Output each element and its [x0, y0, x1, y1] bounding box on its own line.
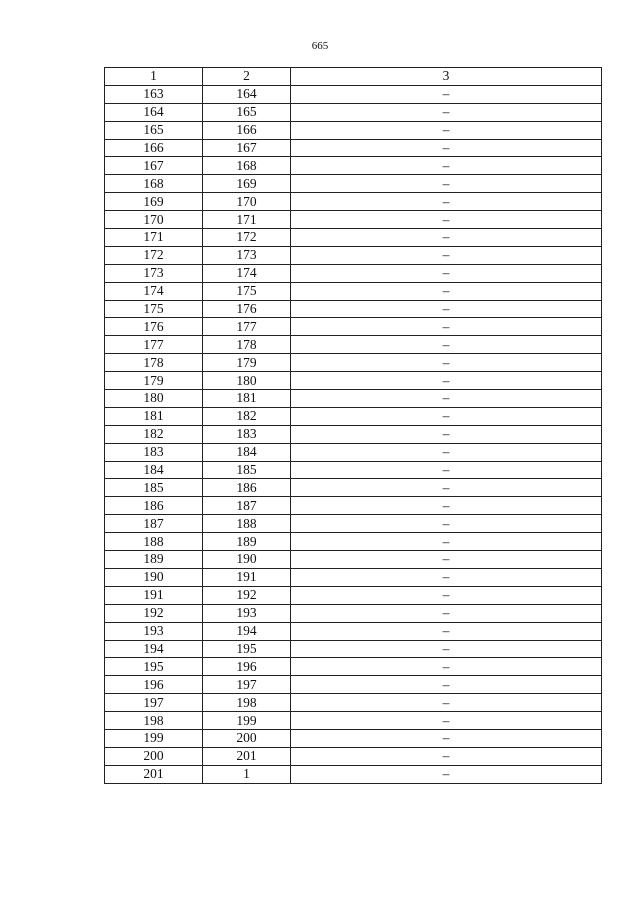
- header-row: [105, 68, 602, 86]
- table-cell-col1: 192: [105, 604, 203, 622]
- column-header-2: 2: [203, 68, 291, 86]
- table-cell-col3: –: [291, 622, 602, 640]
- table-cell-col3: –: [291, 246, 602, 264]
- table-row: [105, 390, 602, 408]
- table-cell-col1: 193: [105, 622, 203, 640]
- table-row: [105, 765, 602, 783]
- table-cell-col1: 184: [105, 461, 203, 479]
- table-cell-col1: 185: [105, 479, 203, 497]
- table-cell-col1: 177: [105, 336, 203, 354]
- table-cell-col1: 198: [105, 712, 203, 730]
- table-cell-col3: –: [291, 479, 602, 497]
- table-cell-col1: 181: [105, 407, 203, 425]
- table-row: [105, 694, 602, 712]
- table-cell-col1: 197: [105, 694, 203, 712]
- table-cell-col2: 189: [203, 533, 291, 551]
- table-cell-col3: –: [291, 729, 602, 747]
- table-cell-col3: –: [291, 461, 602, 479]
- table-cell-col3: –: [291, 640, 602, 658]
- table-cell-col2: 200: [203, 729, 291, 747]
- table-cell-col3: –: [291, 229, 602, 247]
- table-cell-col1: 164: [105, 103, 203, 121]
- table-cell-col3: –: [291, 175, 602, 193]
- table-row: [105, 193, 602, 211]
- table-cell-col1: 182: [105, 425, 203, 443]
- table-row: [105, 515, 602, 533]
- table-cell-col2: 177: [203, 318, 291, 336]
- table-cell-col1: 169: [105, 193, 203, 211]
- table-cell-col1: 196: [105, 676, 203, 694]
- table-cell-col3: –: [291, 390, 602, 408]
- table-cell-col2: 183: [203, 425, 291, 443]
- table-row: [105, 354, 602, 372]
- table-cell-col3: –: [291, 533, 602, 551]
- table-row: [105, 425, 602, 443]
- table-cell-col2: 198: [203, 694, 291, 712]
- table-cell-col3: –: [291, 354, 602, 372]
- table-row: [105, 211, 602, 229]
- table-cell-col2: 187: [203, 497, 291, 515]
- table-row: [105, 318, 602, 336]
- table-cell-col2: 196: [203, 658, 291, 676]
- table-row: [105, 640, 602, 658]
- table-cell-col2: 173: [203, 246, 291, 264]
- table-row: [105, 103, 602, 121]
- table-row: [105, 461, 602, 479]
- table-cell-col1: 172: [105, 246, 203, 264]
- table-cell-col1: 171: [105, 229, 203, 247]
- table-cell-col2: 195: [203, 640, 291, 658]
- table-cell-col3: –: [291, 425, 602, 443]
- table-cell-col1: 173: [105, 264, 203, 282]
- table-cell-col2: 164: [203, 85, 291, 103]
- table-cell-col3: –: [291, 551, 602, 569]
- table-cell-col1: 194: [105, 640, 203, 658]
- table-cell-col2: 169: [203, 175, 291, 193]
- table-row: [105, 533, 602, 551]
- table-cell-col1: 190: [105, 568, 203, 586]
- table-cell-col3: –: [291, 604, 602, 622]
- table-cell-col3: –: [291, 676, 602, 694]
- table-cell-col2: 181: [203, 390, 291, 408]
- table-cell-col2: 191: [203, 568, 291, 586]
- table-cell-col3: –: [291, 443, 602, 461]
- table-cell-col3: –: [291, 497, 602, 515]
- table-cell-col1: 200: [105, 747, 203, 765]
- table-cell-col3: –: [291, 300, 602, 318]
- table-cell-col2: 193: [203, 604, 291, 622]
- table-row: [105, 443, 602, 461]
- table-cell-col1: 186: [105, 497, 203, 515]
- table-cell-col2: 172: [203, 229, 291, 247]
- column-header-3: 3: [291, 68, 602, 86]
- table-cell-col2: 179: [203, 354, 291, 372]
- table-cell-col1: 183: [105, 443, 203, 461]
- table-cell-col3: –: [291, 658, 602, 676]
- table-row: [105, 336, 602, 354]
- table-cell-col3: –: [291, 694, 602, 712]
- table-row: [105, 282, 602, 300]
- table-row: [105, 407, 602, 425]
- table-row: [105, 676, 602, 694]
- table-cell-col1: 168: [105, 175, 203, 193]
- table-cell-col3: –: [291, 282, 602, 300]
- table-row: [105, 551, 602, 569]
- table-cell-col1: 180: [105, 390, 203, 408]
- table-cell-col2: 185: [203, 461, 291, 479]
- table-cell-col3: –: [291, 121, 602, 139]
- table-row: [105, 568, 602, 586]
- table-cell-col2: 192: [203, 586, 291, 604]
- table-cell-col1: 170: [105, 211, 203, 229]
- table-cell-col2: 180: [203, 372, 291, 390]
- table-row: [105, 586, 602, 604]
- table-cell-col2: 188: [203, 515, 291, 533]
- data-table: [104, 67, 602, 784]
- table-cell-col2: 194: [203, 622, 291, 640]
- table-cell-col1: 191: [105, 586, 203, 604]
- table-cell-col3: –: [291, 712, 602, 730]
- table-row: [105, 139, 602, 157]
- table-cell-col2: 201: [203, 747, 291, 765]
- table-row: [105, 175, 602, 193]
- table-header: [105, 68, 602, 86]
- table-cell-col3: –: [291, 103, 602, 121]
- table-cell-col1: 199: [105, 729, 203, 747]
- table-cell-col3: –: [291, 139, 602, 157]
- table-cell-col3: –: [291, 765, 602, 783]
- table-row: [105, 246, 602, 264]
- table-cell-col2: 197: [203, 676, 291, 694]
- table-cell-col1: 165: [105, 121, 203, 139]
- table-row: [105, 729, 602, 747]
- table-cell-col2: 168: [203, 157, 291, 175]
- table-cell-col2: 182: [203, 407, 291, 425]
- table-cell-col1: 188: [105, 533, 203, 551]
- table-row: [105, 658, 602, 676]
- table-row: [105, 604, 602, 622]
- table-cell-col2: 165: [203, 103, 291, 121]
- table-cell-col1: 176: [105, 318, 203, 336]
- table-cell-col1: 195: [105, 658, 203, 676]
- table-cell-col2: 186: [203, 479, 291, 497]
- table-cell-col3: –: [291, 264, 602, 282]
- table-cell-col3: –: [291, 586, 602, 604]
- table-cell-col3: –: [291, 85, 602, 103]
- table-cell-col2: 171: [203, 211, 291, 229]
- table-cell-col3: –: [291, 211, 602, 229]
- table-row: [105, 747, 602, 765]
- table-cell-col3: –: [291, 372, 602, 390]
- table-row: [105, 157, 602, 175]
- table-cell-col3: –: [291, 336, 602, 354]
- table-row: [105, 712, 602, 730]
- table-cell-col2: 174: [203, 264, 291, 282]
- table-cell-col1: 174: [105, 282, 203, 300]
- table-row: [105, 479, 602, 497]
- table-row: [105, 85, 602, 103]
- table-cell-col3: –: [291, 747, 602, 765]
- table-row: [105, 121, 602, 139]
- table-cell-col1: 189: [105, 551, 203, 569]
- table-cell-col2: 190: [203, 551, 291, 569]
- table-cell-col1: 167: [105, 157, 203, 175]
- table-row: [105, 300, 602, 318]
- table-row: [105, 229, 602, 247]
- table-row: [105, 264, 602, 282]
- table-cell-col3: –: [291, 318, 602, 336]
- table-cell-col2: 175: [203, 282, 291, 300]
- table-cell-col2: 170: [203, 193, 291, 211]
- table-cell-col2: 176: [203, 300, 291, 318]
- table-cell-col2: 199: [203, 712, 291, 730]
- column-header-1: 1: [105, 68, 203, 86]
- table-cell-col3: –: [291, 515, 602, 533]
- table-cell-col1: 187: [105, 515, 203, 533]
- table-cell-col1: 179: [105, 372, 203, 390]
- table-cell-col3: –: [291, 568, 602, 586]
- table-cell-col3: –: [291, 407, 602, 425]
- table-cell-col2: 178: [203, 336, 291, 354]
- table-cell-col1: 166: [105, 139, 203, 157]
- table-cell-col3: –: [291, 157, 602, 175]
- table-cell-col1: 201: [105, 765, 203, 783]
- table-cell-col3: –: [291, 193, 602, 211]
- table-cell-col1: 178: [105, 354, 203, 372]
- table-row: [105, 622, 602, 640]
- table-cell-col2: 1: [203, 765, 291, 783]
- table-row: [105, 372, 602, 390]
- table-cell-col2: 184: [203, 443, 291, 461]
- table-cell-col2: 167: [203, 139, 291, 157]
- table-row: [105, 497, 602, 515]
- table-cell-col1: 163: [105, 85, 203, 103]
- table-cell-col1: 175: [105, 300, 203, 318]
- page-number: 665: [311, 40, 329, 52]
- table-body: [105, 85, 602, 783]
- table-cell-col2: 166: [203, 121, 291, 139]
